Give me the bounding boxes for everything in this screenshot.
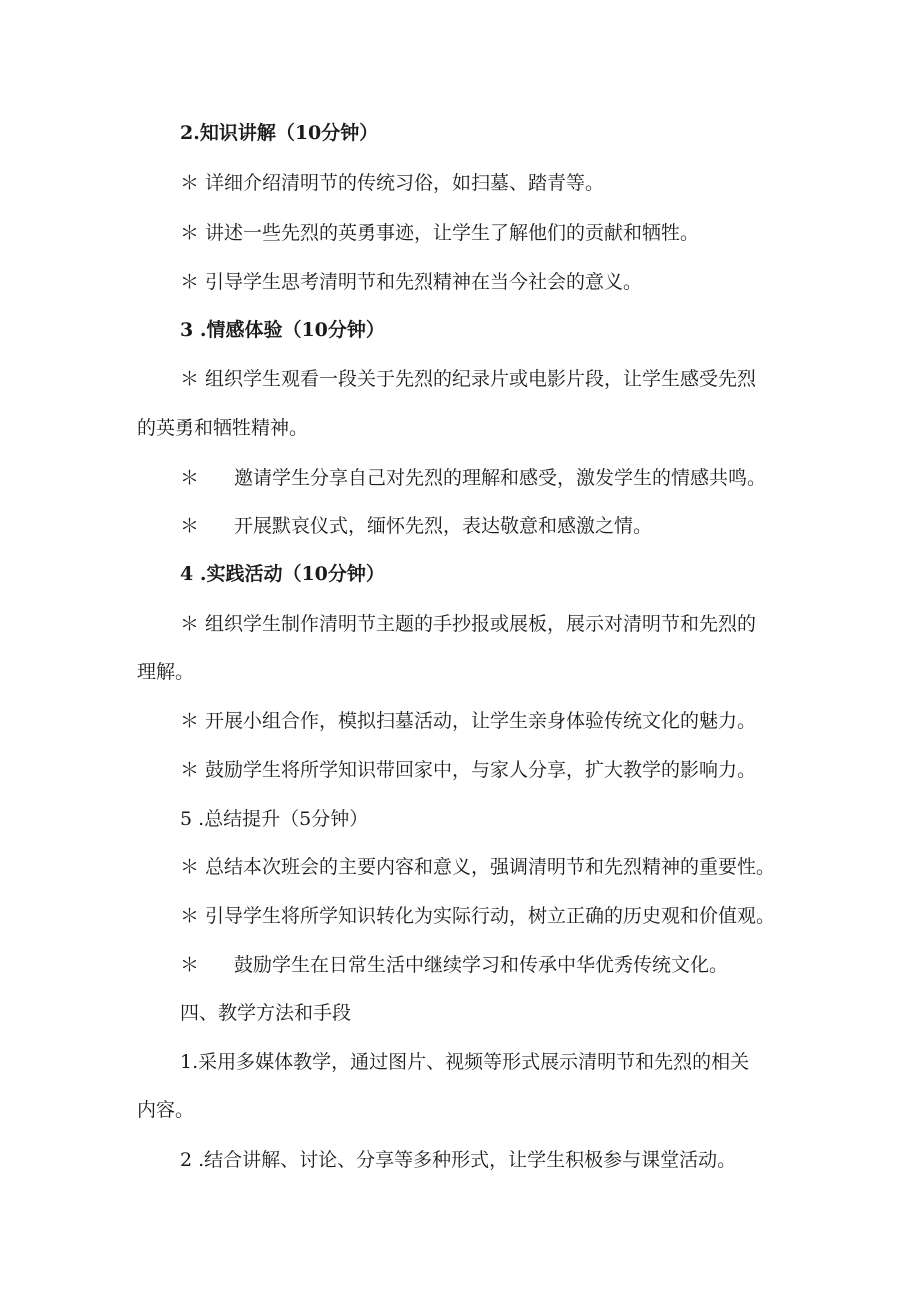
bullet-silence: ＊ 开展默哀仪式，缅怀先烈，表达敬意和感激之情。 [180, 515, 653, 537]
bullet-poster: ＊ 组织学生制作清明节主题的手抄报或展板，展示对清明节和先烈的 [180, 613, 757, 635]
bullet-summary: ＊ 总结本次班会的主要内容和意义，强调清明节和先烈精神的重要性。 [180, 856, 776, 878]
bullet-star: ＊ [180, 515, 200, 537]
bullet-home-share: ＊ 鼓励学生将所学知识带回家中，与家人分享，扩大教学的影响力。 [180, 759, 757, 781]
bullet-star: ＊ [180, 467, 200, 489]
bullet-continue-learning: ＊ 鼓励学生在日常生活中继续学习和传承中华优秀传统文化。 [180, 954, 729, 976]
bullet-share-feelings: ＊ 邀请学生分享自己对先烈的理解和感受，激发学生的情感共鸣。 [180, 467, 767, 489]
bullet-documentary-cont: 的英勇和牺牲精神。 [137, 417, 309, 439]
section-heading-methods: 四、教学方法和手段 [180, 1002, 352, 1024]
method-multimedia: 1.采用多媒体教学，通过图片、视频等形式展示清明节和先烈的相关 [180, 1051, 750, 1073]
bullet-customs: ＊ 详细介绍清明节的传统习俗，如扫墓、踏青等。 [180, 172, 605, 194]
bullet-heroes: ＊ 讲述一些先烈的英勇事迹，让学生了解他们的贡献和牺牲。 [180, 222, 700, 244]
section-heading-emotion: 3 .情感体验（10分钟） [180, 319, 385, 341]
section-heading-knowledge: 2.知识讲解（10分钟） [180, 122, 379, 144]
section-heading-practice: 4 .实践活动（10分钟） [180, 563, 385, 585]
bullet-action: ＊ 引导学生将所学知识转化为实际行动，树立正确的历史观和价值观。 [180, 905, 776, 927]
section-heading-summary: 5 .总结提升（5分钟） [180, 808, 369, 830]
method-multimedia-cont: 内容。 [137, 1099, 195, 1121]
bullet-group-work: ＊ 开展小组合作，模拟扫墓活动，让学生亲身体验传统文化的魅力。 [180, 710, 757, 732]
bullet-poster-cont: 理解。 [137, 661, 195, 683]
method-discussion: 2 .结合讲解、讨论、分享等多种形式，让学生积极参与课堂活动。 [180, 1149, 737, 1171]
bullet-documentary: ＊ 组织学生观看一段关于先烈的纪录片或电影片段，让学生感受先烈 [180, 368, 757, 390]
bullet-star: ＊ [180, 954, 200, 976]
bullet-meaning: ＊ 引导学生思考清明节和先烈精神在当今社会的意义。 [180, 271, 643, 293]
